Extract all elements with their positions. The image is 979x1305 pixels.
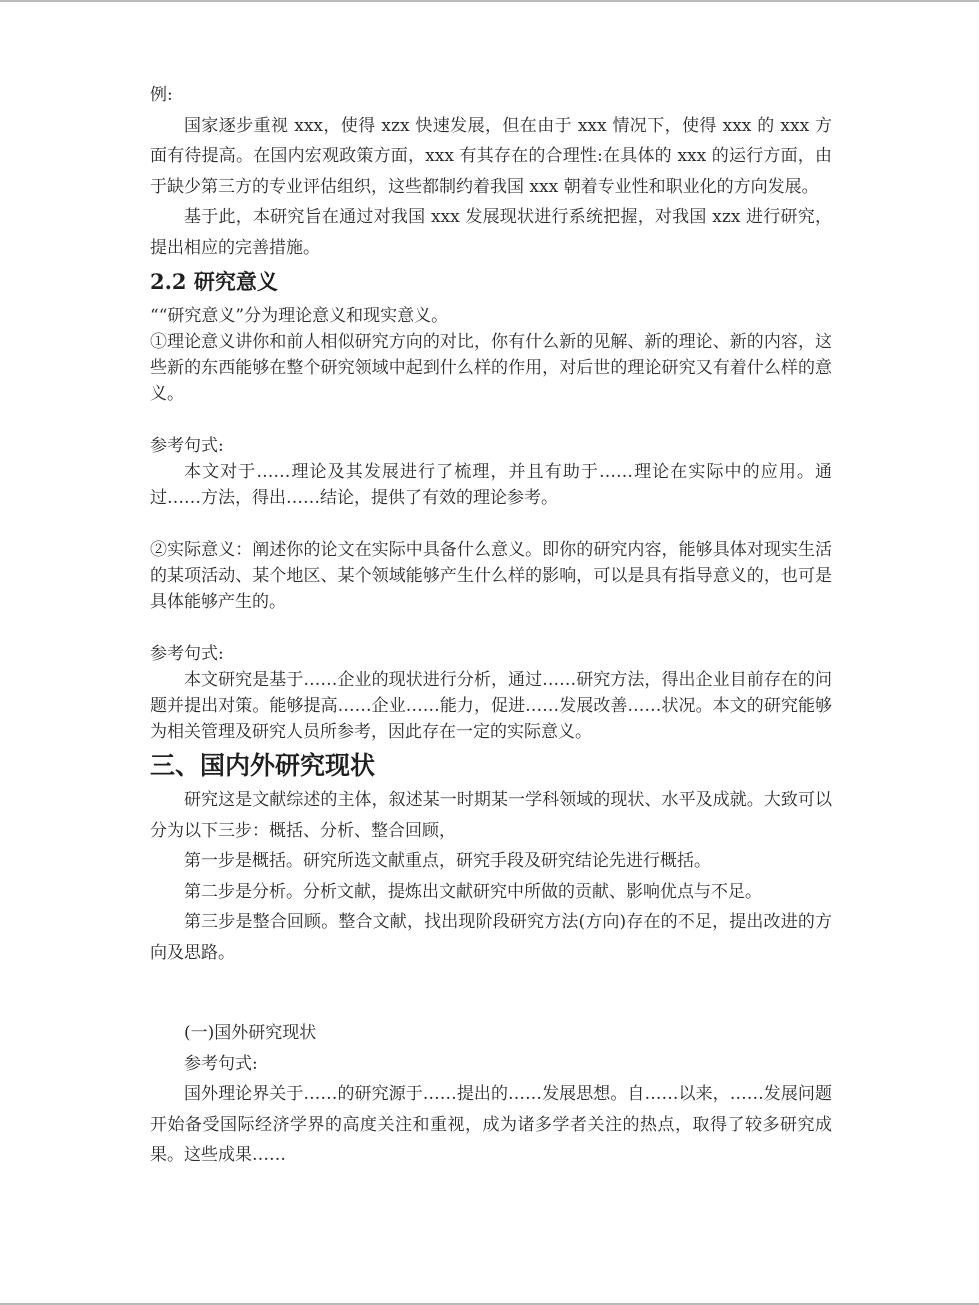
spacer	[150, 968, 832, 1018]
example-label: 例:	[150, 85, 173, 105]
step-two: 第二步是分析。分析文献，提炼出文献研究中所做的贡献、影响优点与不足。	[184, 881, 762, 902]
step-one: 第一步是概括。研究所选文献重点，研究手段及研究结论先进行概括。	[184, 851, 711, 871]
spacer	[150, 615, 832, 641]
reference-sentence-foreign: 国外理论界关于……的研究源于……提出的……发展思想。自……以来，……发展问题开始备受国际经济学界的高度关注和重视，成为诸多学者关注的热点，取得了较多研究成果。这些成果……	[150, 1084, 832, 1165]
heading-foreign-research: (一)国外研究现状	[184, 1023, 317, 1043]
research-status-intro: 研究这是文献综述的主体，叙述某一时期某一学科领域的现状、水平及成就。大致可以分为以下三步：概括、分析、整合回顾，	[150, 790, 832, 841]
reference-sentence-label: 参考句式:	[184, 1053, 258, 1074]
step-three: 第三步是整合回顾。整合文献，找出现阶段研究方法(方向)存在的不足，提出改进的方向及思路。	[150, 912, 832, 963]
spacer	[150, 511, 832, 537]
reference-sentence-theory: 本文对于……理论及其发展进行了梳理，并且有助于……理论在实际中的应用。通过……方法，得出……结论，提供了有效的理论参考。	[150, 462, 832, 508]
reference-sentence-label: 参考句式:	[150, 436, 224, 456]
significance-intro: ““研究意义”分为理论意义和现实意义。	[150, 306, 449, 326]
paragraph-background: 国家逐步重视 xxx，使得 xzx 快速发展，但在由于 xxx 情况下，使得 xxx 的 xxx 方面有待提高。在国内宏观政策方面，xxx 有其存在的合理性:在具体的 xxx 的运行方面，由于缺少第三方的专业评估组织，这些都制约着我国 xxx 朝着专业性和职业化的方向发展。	[150, 115, 832, 197]
practical-meaning-paragraph: ②实际意义：阐述你的论文在实际中具备什么意义。即你的研究内容，能够具体对现实生活的某项活动、某个地区、某个领域能够产生什么样的影响，可以是具有指导意义的，也可是具体能够产生的。	[150, 540, 832, 612]
heading-research-status: 三、国内外研究现状	[150, 751, 376, 780]
spacer	[150, 407, 832, 433]
reference-sentence-practical: 本文研究是基于……企业的现状进行分析，通过……研究方法，得出企业目前存在的问题并提出对策。能够提高……企业……能力，促进……发展改善……状况。本文的研究能够为相关管理及研究人员所参考，因此存在一定的实际意义。	[150, 670, 832, 742]
paragraph-purpose: 基于此，本研究旨在通过对我国 xxx 发展现状进行系统把握，对我国 xzx 进行研究，提出相应的完善措施。	[150, 207, 832, 258]
document-body	[150, 80, 832, 1171]
reference-sentence-label: 参考句式:	[150, 644, 224, 664]
theory-meaning-paragraph: ①理论意义讲你和前人相似研究方向的对比，你有什么新的见解、新的理论、新的内容，这些新的东西能够在整个研究领域中起到什么样的作用，对后世的理论研究又有着什么样的意义。	[150, 332, 832, 404]
heading-research-significance: 2.2 研究意义	[150, 269, 278, 294]
